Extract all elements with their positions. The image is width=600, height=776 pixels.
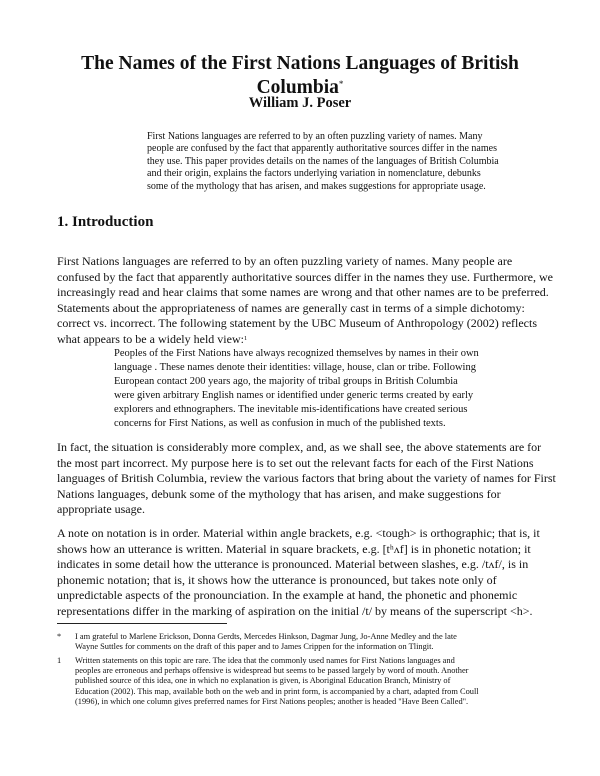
intro-paragraph-1-text: First Nations languages are referred to by an often puzzling variety of names. Many people are confused by the fact that apparently authoritative sources differ in the names they use. Furthermore, we increasingly read and hear claims that some names are wrong and that other names are to be preferred. Statements about the appropriateness of names are generally cast in terms of a simple dichotomy: correct vs. incorrect. The following statement by the UBC Museum of Anthropology (2002) reflects what appears to be a widely held view: [57, 254, 553, 346]
notation-paragraph: A note on notation is in order. Material within angle brackets, e.g. <tough> is orthographic; that is, it shows how an utterance is written. Material in square brackets, e.g. [tʰʌf] is in phonetic notation; it indicates in some detail how the utterance is pronounced. Material between slashes, e.g. /tʌf/, is in phonemic notation; that is, it shows how the utterance is pronounced, but takes note only of unpredictable aspects of the pronounciation. In the example at hand, the phonetic and phonemic representations differ in the marking of aspiration on the initial /t/ by means of the superscript <h>. [57, 526, 540, 618]
footnote-star-text: I am grateful to Marlene Erickson, Donna Gerdts, Mercedes Hinkson, Dagmar Jung, Jo-Anne Medley and the late Wayne Suttles for comments on the draft of this paper and to James Crippen for the information on Tlingit. [75, 632, 457, 652]
footnote-1-marker-bottom: 1 [57, 656, 62, 665]
footnote-1 [57, 656, 567, 710]
footnote-divider [57, 623, 227, 624]
block-quote: Peoples of the First Nations have always recognized themselves by names in their own language . These names denote their identities: village, house, clan or tribe. Following European contact 200 years ago, the majority of tribal groups in British Columbia were given arbitrary English names or identified under generic terms created by early explorers and ethnographers. The inevitable mis-identifications have created serious concerns for First Nations, as well as confusion in much of the published texts. [114, 348, 479, 429]
footnote-star-marker: * [57, 632, 62, 641]
author-name: William J. Poser [248, 95, 352, 111]
footnote-star [57, 632, 567, 654]
intro-paragraph-1 [57, 254, 557, 348]
paper-title-text: The Names of the First Nations Languages of British Columbia [81, 53, 519, 98]
paper-title [40, 52, 560, 100]
footnote-1-marker[interactable]: 1 [243, 334, 248, 342]
section-heading-introduction: 1. Introduction [57, 214, 154, 230]
abstract: First Nations languages are referred to by an often puzzling variety of names. Many people are confused by the fact that apparently authoritative sources differ in the names they use. This paper provides details on the names of the languages of British Columbia and their origin, explains the factors underlying variation in nomenclature, debunks some of the mythology that has arisen, and makes suggestions for appropriate usage. [147, 131, 499, 192]
footnote-1-text: Written statements on this topic are rare. The idea that the commonly used names for First Nations languages and peoples are erroneous and perhaps offensive is widespread but seems to be passed largely by word of mouth. Another published source of this idea, one in which no explanation is given, is Aboriginal Education Branch, Ministry of Education (2002). This map, available both on the web and in print form, is accompanied by a chart, adapted from Coull (1996), in which one column gives preferred names for First Nations peoples; another is headed "Have Been Called". [75, 656, 479, 706]
intro-paragraph-2: In fact, the situation is considerably more complex, and, as we shall see, the above statements are for the most part incorrect. My purpose here is to set out the relevant facts for each of the First Nations languages of British Columbia, review the various factors that bring about the variety of names for First Nations languages, debunk some of the mythology that has arisen, and make suggestions for appropriate usage. [57, 440, 556, 517]
title-footnote-marker[interactable]: * [338, 79, 344, 89]
